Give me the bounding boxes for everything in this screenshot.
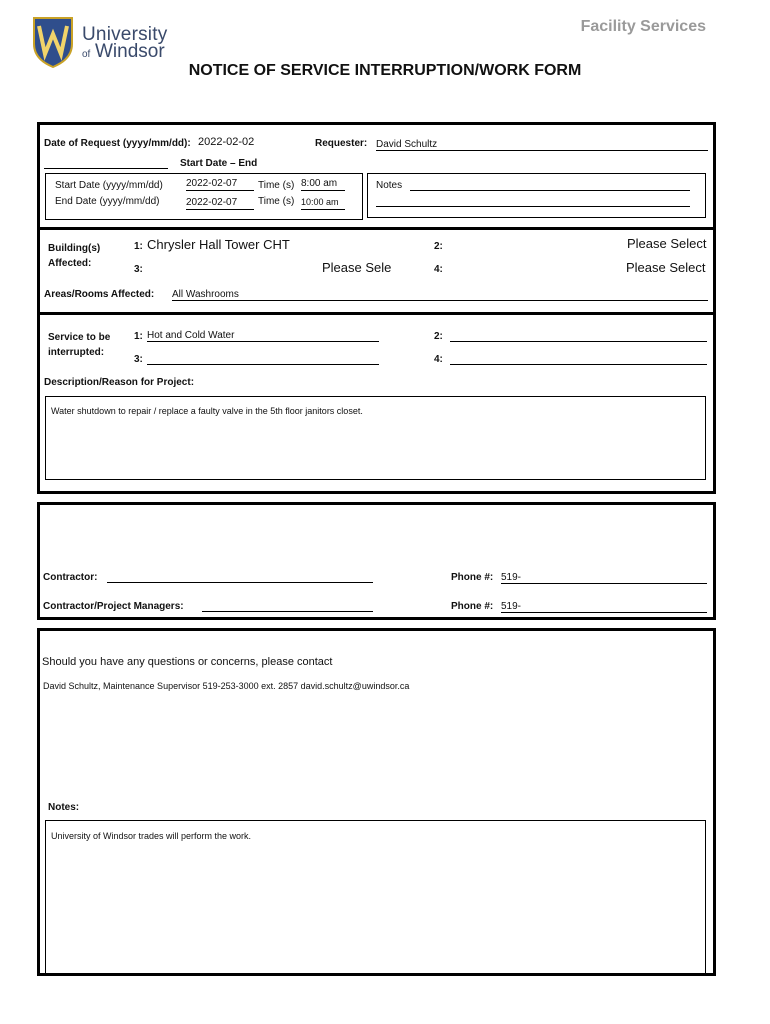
end-date-value: 2022-02-07 — [186, 197, 238, 208]
service-slot-3-num: 3: — [134, 354, 143, 365]
requester-value: David Schultz — [376, 139, 438, 150]
buildings-label: Building(s) — [48, 243, 101, 254]
start-time-label: Time (s) — [258, 180, 295, 191]
requester-field[interactable] — [376, 139, 708, 151]
start-time-value: 8:00 am — [301, 178, 338, 189]
contractor-field[interactable] — [107, 582, 373, 583]
notes-heading: Notes: — [48, 802, 80, 813]
notes-value: University of Windsor trades will perform the work. — [51, 831, 252, 841]
building-slot-1-num: 1: — [134, 241, 143, 252]
phone-2-field[interactable] — [501, 601, 707, 613]
service-field-2[interactable] — [450, 341, 707, 342]
department-name: Facility Services — [580, 18, 706, 35]
requester-label: Requester: — [315, 138, 368, 149]
building-slot-3-num: 3: — [134, 264, 143, 275]
areas-affected-label: Areas/Rooms Affected: — [44, 289, 155, 300]
service-slot-2-num: 2: — [434, 331, 443, 342]
phone-1-field[interactable] — [501, 572, 707, 584]
service-field-3[interactable] — [147, 364, 379, 365]
notes-textarea[interactable] — [45, 820, 706, 976]
logo-university-text: University — [82, 24, 168, 45]
building-select-1[interactable]: Chrysler Hall Tower CHT — [147, 237, 290, 252]
start-time-field[interactable] — [301, 178, 345, 191]
section-divider — [37, 227, 716, 230]
description-label: Description/Reason for Project: — [44, 377, 195, 388]
phone-1-value: 519- — [501, 572, 522, 583]
section-divider — [37, 312, 716, 315]
logo-of-text: of — [82, 49, 91, 60]
start-date-label: Start Date (yyyy/mm/dd) — [55, 180, 163, 191]
contact-details: David Schultz, Maintenance Supervisor 519-253-3000 ext. 2857 david.schultz@uwindsor.ca — [43, 681, 410, 691]
phone-1-label: Phone #: — [451, 572, 494, 583]
shield-icon — [32, 16, 74, 68]
end-time-label: Time (s) — [258, 196, 295, 207]
phone-2-label: Phone #: — [451, 601, 494, 612]
building-slot-2-num: 2: — [434, 241, 443, 252]
description-textarea[interactable] — [45, 396, 706, 480]
contractor-label: Contractor: — [43, 572, 98, 583]
service-field-4[interactable] — [450, 364, 707, 365]
service-field-1[interactable] — [147, 330, 379, 342]
start-date-value: 2022-02-07 — [186, 178, 238, 189]
service-slot-4-num: 4: — [434, 354, 443, 365]
end-time-field[interactable] — [301, 197, 345, 210]
blank-line — [44, 168, 168, 169]
service-value-1: Hot and Cold Water — [147, 330, 235, 341]
building-select-2[interactable]: Please Select — [627, 236, 707, 251]
phone-2-value: 519- — [501, 601, 522, 612]
date-of-request-value[interactable]: 2022-02-02 — [198, 136, 255, 148]
end-date-label: End Date (yyyy/mm/dd) — [55, 196, 160, 207]
form-title: NOTICE OF SERVICE INTERRUPTION/WORK FORM — [188, 62, 582, 79]
project-manager-field[interactable] — [202, 611, 373, 612]
project-manager-label: Contractor/Project Managers: — [43, 601, 184, 612]
building-select-3[interactable]: Please Sele — [322, 260, 392, 275]
areas-affected-value: All Washrooms — [172, 289, 239, 300]
service-label-2: interrupted: — [48, 347, 105, 358]
notes-label: Notes — [376, 180, 403, 191]
notes-box — [367, 173, 706, 218]
service-slot-1-num: 1: — [134, 331, 143, 342]
start-date-field[interactable] — [186, 178, 254, 191]
logo-windsor-text: Windsor — [95, 41, 165, 62]
date-of-request-label: Date of Request (yyyy/mm/dd): — [44, 138, 191, 149]
buildings-label-2: Affected: — [48, 258, 92, 269]
areas-affected-field[interactable] — [172, 289, 708, 301]
end-date-field[interactable] — [186, 197, 254, 210]
notes-line-1[interactable] — [410, 190, 690, 191]
description-value: Water shutdown to repair / replace a faulty valve in the 5th floor janitors closet. — [51, 406, 363, 416]
service-label: Service to be — [48, 332, 111, 343]
contact-intro: Should you have any questions or concerns, please contact — [42, 656, 333, 668]
start-end-label: Start Date – End — [180, 158, 258, 169]
notes-line-2[interactable] — [376, 206, 690, 207]
building-slot-4-num: 4: — [434, 264, 443, 275]
building-select-4[interactable]: Please Select — [626, 260, 706, 275]
end-time-value: 10:00 am — [301, 197, 339, 207]
